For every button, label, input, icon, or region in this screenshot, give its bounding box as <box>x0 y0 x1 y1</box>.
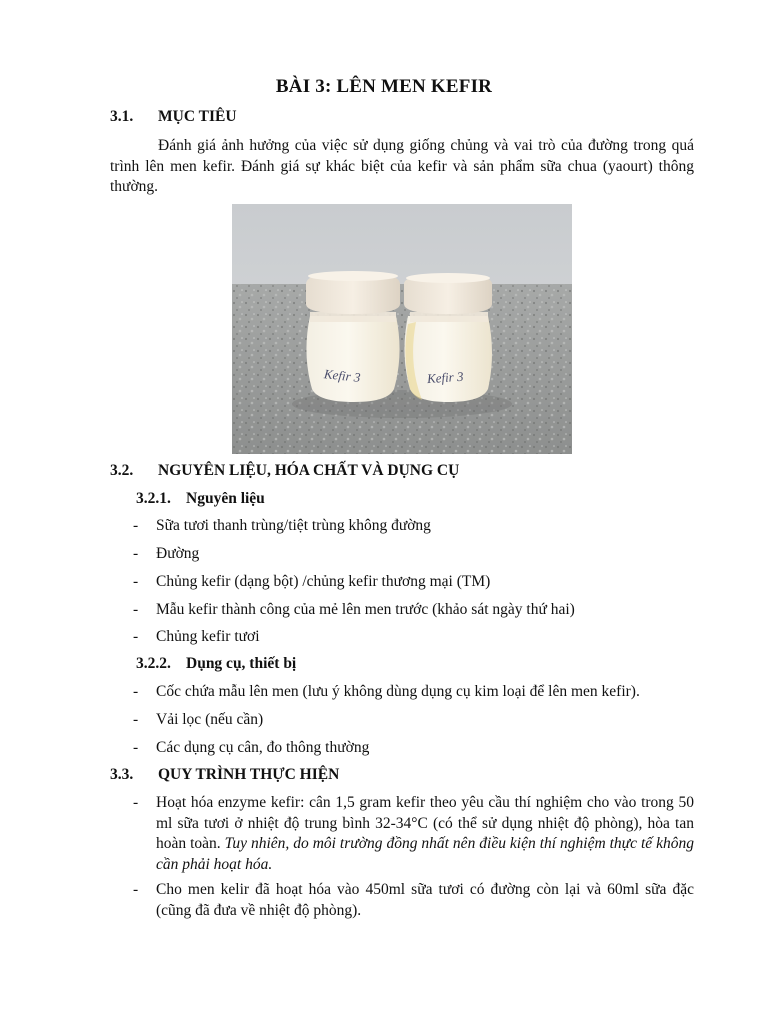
bullet-dash: - <box>133 545 139 562</box>
bullet-dash: - <box>133 881 139 898</box>
list-item-text: Đường <box>156 545 200 562</box>
list-item-text: Vải lọc (nếu cần) <box>156 711 264 728</box>
bullet-dash: - <box>133 683 139 700</box>
objective-text: Đánh giá ảnh hưởng của việc sử dụng giống chủng và vai trò của đường trong quá trình lên men kefir. Đánh giá sự khác biệt của kefir và sản phẩm sữa chua (yaourt) thông thường. <box>110 137 694 195</box>
bullet-dash: - <box>133 517 139 534</box>
list-item-text: Cốc chứa mẫu lên men (lưu ý không dùng dụng cụ kim loại để lên men kefir). <box>156 683 640 700</box>
jar-left-label: Kefir 3 <box>323 366 362 385</box>
kefir-jars-photo <box>232 204 572 454</box>
bullet-dash: - <box>133 573 139 590</box>
subsection-number: 3.2.2. <box>136 655 171 672</box>
bullet-dash: - <box>133 628 139 645</box>
section-number: 3.1. <box>110 108 134 125</box>
bullet-dash: - <box>133 601 139 618</box>
procedure-step-2: Cho men kelir đã hoạt hóa vào 450ml sữa tươi có đường còn lại và 60ml sữa đặc (cũng đã đưa về nhiệt độ phòng). <box>156 881 694 919</box>
section-heading-3-2 <box>110 462 459 480</box>
page-title: BÀI 3: LÊN MEN KEFIR <box>275 76 493 97</box>
bullet-dash: - <box>133 794 139 811</box>
list-item-text: Sữa tươi thanh trùng/tiệt trùng không đường <box>156 517 431 534</box>
section-number: 3.2. <box>110 462 134 479</box>
subsection-title: Dụng cụ, thiết bị <box>186 655 297 672</box>
section-number: 3.3. <box>110 766 134 783</box>
section-title: QUY TRÌNH THỰC HIỆN <box>158 766 340 783</box>
list-item-text: Chủng kefir (dạng bột) /chủng kefir thương mại (TM) <box>156 573 491 590</box>
jar-left <box>306 271 400 402</box>
procedure-step-1 <box>156 793 694 875</box>
section-heading-3-1 <box>110 108 237 126</box>
subsection-number: 3.2.1. <box>136 490 171 507</box>
bullet-dash: - <box>133 739 139 756</box>
procedure-step-1-text: Hoạt hóa enzyme kefir: cân 1,5 gram kefir theo yêu cầu thí nghiệm cho vào trong 50 ml sữa tươi ở nhiệt độ trung bình 32-34°C (có thể sử dụng nhiệt độ phòng), hòa tan hoàn toàn. <box>156 794 694 852</box>
section-heading-3-3 <box>110 766 339 784</box>
subsection-heading-3-2-2 <box>136 655 296 673</box>
list-item-text: Mẫu kefir thành công của mẻ lên men trước (khảo sát ngày thứ hai) <box>156 601 575 618</box>
list-item-text: Chủng kefir tươi <box>156 628 260 645</box>
bullet-dash: - <box>133 711 139 728</box>
list-item-text: Các dụng cụ cân, đo thông thường <box>156 739 370 756</box>
subsection-heading-3-2-1 <box>136 490 265 508</box>
jar-right <box>404 273 492 402</box>
objective-paragraph <box>110 136 694 198</box>
procedure-step-1-note: Tuy nhiên, do môi trường đồng nhất nên điều kiện thí nghiệm thực tế không cần phải hoạt hóa. <box>156 835 694 873</box>
section-title: MỤC TIÊU <box>158 108 237 125</box>
section-title: NGUYÊN LIỆU, HÓA CHẤT VÀ DỤNG CỤ <box>158 462 460 479</box>
jar-right-label: Kefir 3 <box>426 368 464 387</box>
subsection-title: Nguyên liệu <box>186 490 265 507</box>
